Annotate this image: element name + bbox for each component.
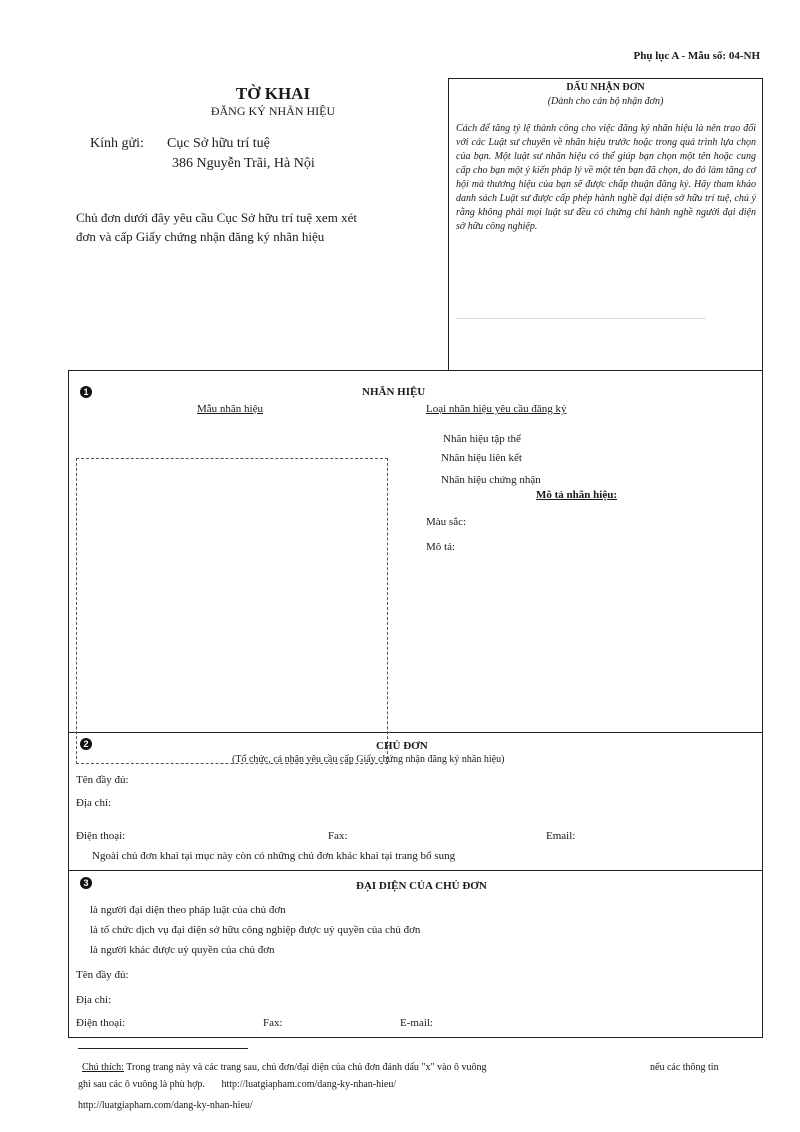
description-title: Mô tả nhãn hiệu:: [536, 489, 617, 501]
frame-bottom-border: [68, 1037, 763, 1038]
footnote-text-end: nếu các thông tin: [650, 1062, 719, 1073]
rep-address-label: Địa chỉ:: [76, 994, 112, 1006]
type-certification[interactable]: Nhãn hiệu chứng nhận: [441, 474, 541, 486]
rep-option-other[interactable]: là người khác được uỷ quyền của chủ đơn: [90, 944, 275, 956]
to-office: Cục Sở hữu trí tuệ: [167, 136, 270, 151]
type-associated[interactable]: Nhãn hiệu liên kết: [441, 452, 522, 464]
type-collective[interactable]: Nhãn hiệu tập thể: [443, 433, 521, 445]
footnote-line-1: [82, 1060, 487, 1076]
request-line-2: đơn và cấp Giấy chứng nhận đăng ký nhãn hiệu: [76, 229, 325, 244]
footnote-text-cont: ghi sau các ô vuông là phù hợp.: [78, 1079, 205, 1090]
footnote-label: Chú thích:: [82, 1062, 124, 1073]
section2-number-icon: 2: [80, 738, 92, 750]
section3-top-border: [68, 870, 763, 871]
owner-address-label: Địa chỉ:: [76, 797, 112, 809]
frame-right-border: [762, 370, 763, 1038]
section1-number-icon: 1: [80, 386, 92, 398]
footnote-url-1[interactable]: http://luatgiapham.com/dang-ky-nhan-hieu/: [221, 1079, 397, 1090]
color-label: Màu sắc:: [426, 516, 467, 528]
rep-option-legal[interactable]: là người đại diện theo pháp luật của chủ đơn: [90, 904, 286, 916]
section2-title: CHỦ ĐƠN: [376, 740, 428, 752]
receipt-box-left-border: [448, 78, 449, 370]
receipt-subtitle: (Dành cho cán bộ nhận đơn): [547, 96, 664, 107]
form-subtitle: ĐĂNG KÝ NHÃN HIỆU: [210, 104, 336, 118]
annex-label: Phụ lục A - Mẫu số: 04-NH: [633, 50, 760, 62]
section3-number-icon: 3: [80, 877, 92, 889]
footnote-separator: [78, 1048, 248, 1049]
footnote-line-2: [78, 1077, 396, 1093]
owner-fullname-label: Tên đầy đủ:: [76, 774, 129, 786]
rep-email-label: E-mail:: [400, 1017, 433, 1029]
other-owners-text: Ngoài chủ đơn khai tại mục này còn có những chủ đơn khác khai tại trang bổ sung: [92, 850, 456, 862]
to-label: Kính gửi:: [90, 136, 144, 151]
sample-label: Mẫu nhãn hiệu: [197, 403, 263, 415]
footnote-url-2[interactable]: http://luatgiapham.com/dang-ky-nhan-hieu/: [78, 1100, 253, 1111]
rep-phone-label: Điện thoại:: [76, 1017, 126, 1029]
rep-option-ip-agency[interactable]: là tổ chức dịch vụ đại diện sở hữu công nghiệp được uỷ quyền của chủ đơn: [90, 924, 421, 936]
request-line-1: Chủ đơn dưới đây yêu cầu Cục Sở hữu trí tuệ xem xét: [76, 210, 357, 225]
frame-left-border: [68, 370, 69, 1038]
section1-title: NHÃN HIỆU: [362, 386, 426, 398]
section2-subtitle: (Tổ chức, cá nhân yêu cầu cấp Giấy chứng nhận đăng ký nhãn hiệu): [232, 754, 505, 765]
trademark-sample-box[interactable]: [76, 458, 388, 764]
rep-fullname-label: Tên đầy đủ:: [76, 969, 129, 981]
receipt-title: DẤU NHẬN ĐƠN: [566, 82, 645, 93]
owner-email-label: Email:: [546, 830, 576, 842]
receipt-box-top-border: [448, 78, 763, 79]
form-title: TỜ KHAI: [235, 84, 311, 103]
receipt-box-right-border: [762, 78, 763, 370]
to-address: 386 Nguyễn Trãi, Hà Nội: [172, 156, 315, 171]
section1-top-border: [68, 370, 763, 371]
section3-title: ĐẠI DIỆN CỦA CHỦ ĐƠN: [356, 880, 487, 892]
receipt-faint-line: [456, 318, 706, 319]
owner-fax-label: Fax:: [328, 830, 348, 842]
description-label: Mô tả:: [426, 541, 456, 553]
receipt-note: Cách để tăng tỷ lệ thành công cho việc đăng ký nhãn hiệu là nên trao đổi với các Luật sư chuyên về nhãn hiệu trước hoặc trong quá trình lựa chọn của bạn. Một luật sư nhãn hiệu có thể giúp bạn chọn một tên hoặc cung cấp cho bạn một ý kiến pháp lý về một tên bạn đã chọn, do đó làm tăng cơ hội mà thương hiệu của bạn sẽ được chấp thuận đăng ký. Hãy tham khảo danh sách Luật sư được cấp phép hành nghề đại diện sở hữu trí tuệ, chú ý rằng không phải mọi luật sư đều có chứng chỉ hành nghề người đại diện sở hữu công nghiệp.: [456, 123, 756, 232]
type-label: Loại nhãn hiệu yêu cầu đăng ký: [426, 403, 567, 415]
owner-phone-label: Điện thoại:: [76, 830, 126, 842]
footnote-text: Trong trang này và các trang sau, chủ đơn/đại diện của chủ đơn đánh dấu "x" vào ô vuông: [126, 1062, 487, 1073]
rep-fax-label: Fax:: [263, 1017, 283, 1029]
